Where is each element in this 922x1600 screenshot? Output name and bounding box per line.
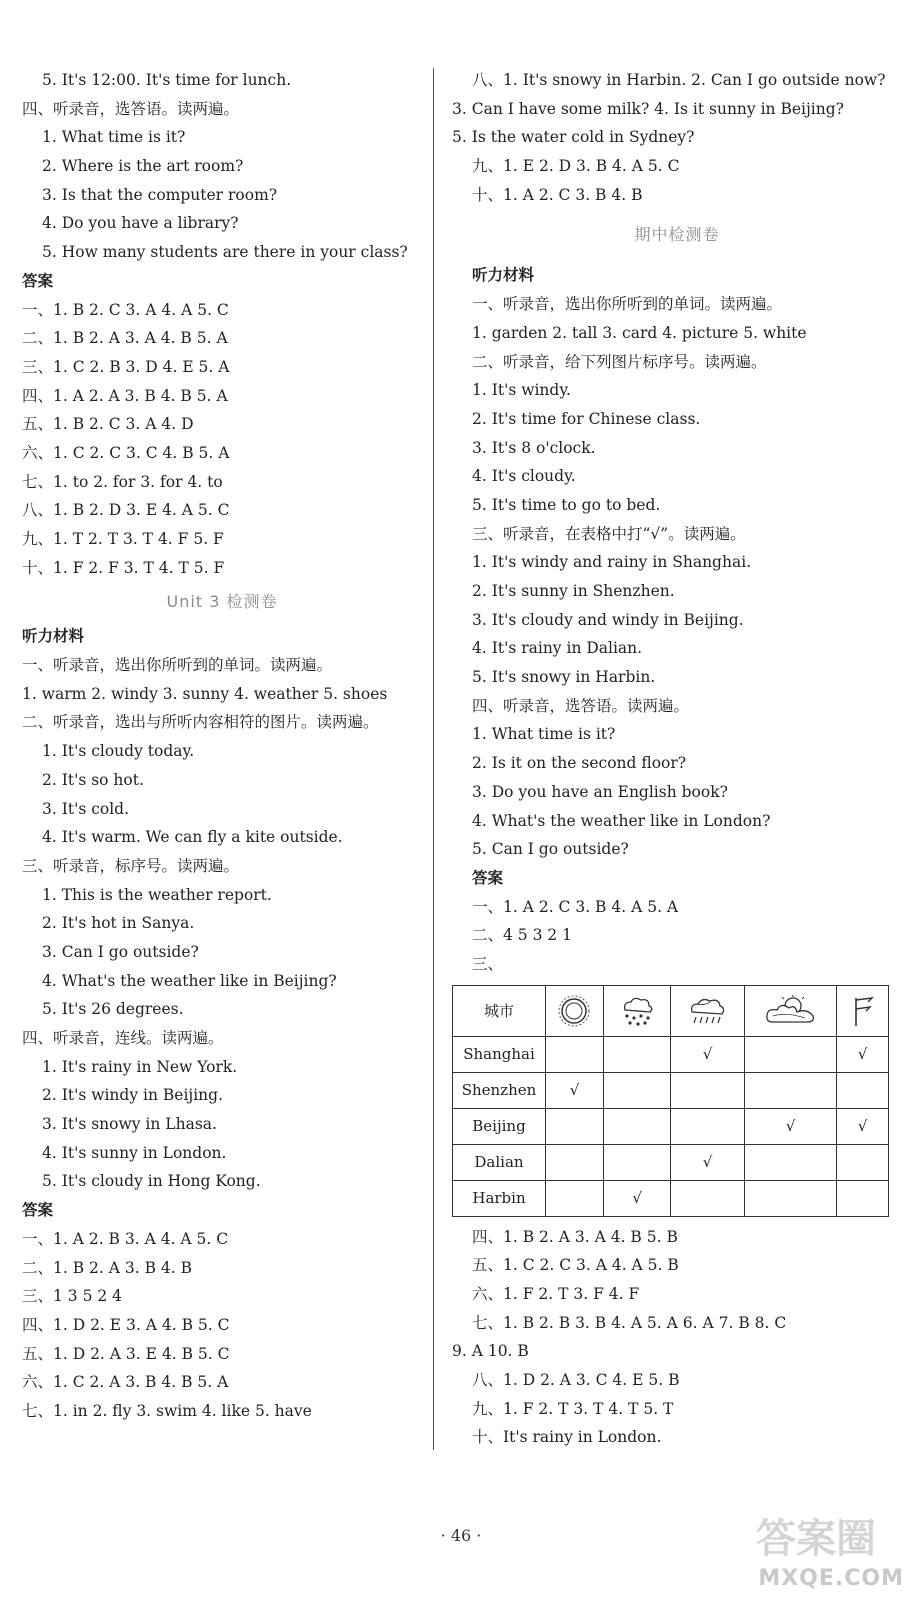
check-mark-cell: √ [546,1072,604,1108]
watermark-url: MXQE.COM [758,1566,904,1591]
empty-cell [744,1036,836,1072]
text-line: 4. What's the weather like in London? [472,811,771,830]
text-line: 3. Do you have an English book? [472,782,728,801]
text-line: 5. It's 12:00. It's time for lunch. [42,71,292,89]
check-mark-cell: √ [671,1144,745,1180]
empty-cell [546,1036,604,1072]
check-mark-cell: √ [837,1036,889,1072]
table-row [453,1036,889,1072]
text-line: 四、1. D 2. E 3. A 4. B 5. C [22,1315,230,1334]
text-line: 十、It's rainy in London. [472,1428,662,1447]
text-line: 六、1. C 2. A 3. B 4. B 5. A [22,1373,229,1392]
text-line: 一、听录音，选出你所听到的单词。读两遍。 [22,656,333,675]
text-line: 4. It's sunny in London. [42,1143,227,1162]
text-line: 四、听录音，选答语。读两遍。 [22,99,240,118]
text-line: 4. It's rainy in Dalian. [472,639,643,658]
text-line: 5. It's snowy in Harbin. [472,668,656,687]
text-line: 1. It's windy and rainy in Shanghai. [472,553,752,572]
text-line: 1. It's cloudy today. [42,742,195,761]
empty-cell [603,1144,670,1180]
text-line: 三、1. C 2. B 3. D 4. E 5. A [22,357,230,376]
text-line: 三、听录音，标序号。读两遍。 [22,856,240,875]
text-line: 1. This is the weather report. [42,885,272,904]
text-line: 2. It's hot in Sanya. [42,914,195,933]
text-line: 十、1. A 2. C 3. B 4. B [472,185,643,204]
table-header-row [453,985,889,1036]
text-line: 5. Is the water cold in Sydney? [452,128,695,147]
text-line: 5. How many students are there in your class? [42,243,408,262]
text-line: 七、1. B 2. B 3. B 4. A 5. A 6. A 7. B 8. C [472,1313,787,1332]
empty-cell [744,1180,836,1216]
text-line: 3. It's snowy in Lhasa. [42,1115,217,1134]
table-header-icon-cell [671,985,745,1036]
empty-cell [603,1072,670,1108]
table-header-icon-cell [603,985,670,1036]
text-line: 2. It's time for Chinese class. [472,409,701,428]
text-line: 1. warm 2. windy 3. sunny 4. weather 5. shoes [22,684,388,703]
text-line: 1. It's windy. [472,381,571,400]
table-city-cell: Shanghai [453,1036,546,1072]
text-line: 五、1. C 2. C 3. A 4. A 5. B [472,1256,679,1275]
text-line: 十、1. F 2. F 3. T 4. T 5. F [22,558,225,577]
text-line: 3. It's 8 o'clock. [472,438,596,457]
text-line: 二、1. B 2. A 3. A 4. B 5. A [22,329,228,348]
right-column-bottom [452,1223,902,1453]
text-line: 四、1. A 2. A 3. B 4. B 5. A [22,386,228,405]
empty-cell [546,1144,604,1180]
text-line: 五、1. B 2. C 3. A 4. D [22,415,194,434]
empty-cell [744,1144,836,1180]
text-line: 5. It's time to go to bed. [472,495,661,514]
empty-cell [671,1180,745,1216]
section-heading: 期中检测卷 [634,225,720,245]
text-line: 4. What's the weather like in Beijing? [42,971,337,990]
windy-icon [838,994,887,1028]
text-line: 2. Where is the art room? [42,157,244,176]
text-line: 九、1. F 2. T 3. T 4. T 5. T [472,1399,674,1418]
text-line: 七、1. in 2. fly 3. swim 4. like 5. have [22,1401,312,1420]
text-line: 三、1 3 5 2 4 [22,1287,123,1306]
column-divider [433,68,434,1450]
text-line: 2. It's windy in Beijing. [42,1086,224,1105]
text-line: 二、1. B 2. A 3. B 4. B [22,1258,193,1277]
weather-answer-table [452,985,889,1217]
text-line: 八、1. It's snowy in Harbin. 2. Can I go outside now? [472,71,886,89]
right-column [452,66,902,1452]
watermark-logo [714,1503,904,1593]
text-line: 4. It's warm. We can fly a kite outside. [42,828,343,847]
check-mark-cell: √ [744,1108,836,1144]
watermark-chars: 答案圈 [756,1516,876,1562]
text-line: 3. Is that the computer room? [42,185,278,204]
table-header-icon-cell [546,985,604,1036]
empty-cell [603,1108,670,1144]
table-city-cell: Dalian [453,1144,546,1180]
text-line: 3. Can I have some milk? 4. Is it sunny in Beijing? [452,99,844,118]
rainy-icon [672,994,743,1028]
text-line: 2. It's sunny in Shenzhen. [472,582,675,600]
empty-cell [671,1108,745,1144]
empty-cell [837,1144,889,1180]
text-line: 5. It's cloudy in Hong Kong. [42,1172,261,1191]
text-line: 九、1. T 2. T 3. T 4. F 5. F [22,530,224,548]
text-line: 2. It's so hot. [42,770,144,789]
empty-cell [837,1072,889,1108]
text-line: 5. Can I go outside? [472,840,629,859]
text-line: 九、1. E 2. D 3. B 4. A 5. C [472,157,680,176]
table-header-icon-cell [744,985,836,1036]
text-line: 3. It's cold. [42,799,130,818]
text-line: 八、1. D 2. A 3. C 4. E 5. B [472,1371,680,1390]
text-line: 二、4 5 3 2 1 [472,926,573,945]
section-label: 答案 [22,270,54,290]
section-label: 答案 [472,867,504,887]
text-line: 5. It's 26 degrees. [42,1000,184,1019]
text-line: 一、1. A 2. C 3. B 4. A 5. A [472,897,679,916]
sunny-icon [547,994,602,1028]
left-column [22,66,422,1426]
text-line: 四、听录音，选答语。读两遍。 [472,696,690,715]
section-label: 听力材料 [472,265,535,285]
page-number: · 46 · [440,1526,482,1545]
text-line: 三、 [472,954,504,973]
text-line: 二、听录音，选出与所听内容相符的图片。读两遍。 [22,713,379,732]
text-line: 一、1. A 2. B 3. A 4. A 5. C [22,1229,229,1248]
text-line: 3. Can I go outside? [42,942,199,961]
text-line: 一、听录音，选出你所听到的单词。读两遍。 [472,295,783,314]
table-city-cell: Harbin [453,1180,546,1216]
text-line: 1. It's rainy in New York. [42,1057,238,1076]
text-line: 1. What time is it? [42,128,186,147]
check-mark-cell: √ [603,1180,670,1216]
table-row [453,1144,889,1180]
section-label: 听力材料 [22,626,85,646]
text-line: 四、听录音，连线。读两遍。 [22,1029,224,1047]
text-line: 四、1. B 2. A 3. A 4. B 5. B [472,1227,678,1246]
snowy-icon [605,994,669,1028]
text-line: 4. Do you have a library? [42,214,239,233]
text-line: 一、1. B 2. C 3. A 4. A 5. C [22,300,229,319]
text-line: 八、1. B 2. D 3. E 4. A 5. C [22,501,230,520]
text-line: 4. It's cloudy. [472,467,576,486]
text-line: 1. garden 2. tall 3. card 4. picture 5. white [472,323,807,342]
text-line: 2. Is it on the second floor? [472,754,687,773]
text-line: 9. A 10. B [452,1342,529,1361]
text-line: 三、听录音，在表格中打“√”。读两遍。 [472,524,746,543]
table-header-city: 城市 [453,985,546,1036]
text-line: 3. It's cloudy and windy in Beijing. [472,610,744,629]
table-row [453,1108,889,1144]
empty-cell [837,1180,889,1216]
text-line: 六、1. C 2. C 3. C 4. B 5. A [22,443,230,462]
empty-cell [546,1108,604,1144]
table-row [453,1180,889,1216]
table-city-cell: Shenzhen [453,1072,546,1108]
empty-cell [744,1072,836,1108]
section-heading: Unit 3 检测卷 [166,592,278,612]
table-city-cell: Beijing [453,1108,546,1144]
text-line: 五、1. D 2. A 3. E 4. B 5. C [22,1344,230,1363]
cloudy-icon [746,994,835,1028]
text-line: 七、1. to 2. for 3. for 4. to [22,472,223,491]
right-column-top [452,66,902,979]
text-line: 六、1. F 2. T 3. F 4. F [472,1285,640,1303]
text-line: 二、听录音，给下列图片标序号。读两遍。 [472,352,767,371]
table-header-icon-cell [837,985,889,1036]
text-line: 1. What time is it? [472,725,616,744]
empty-cell [671,1072,745,1108]
empty-cell [603,1036,670,1072]
empty-cell [546,1180,604,1216]
check-mark-cell: √ [671,1036,745,1072]
table-row [453,1072,889,1108]
section-label: 答案 [22,1200,54,1220]
check-mark-cell: √ [837,1108,889,1144]
